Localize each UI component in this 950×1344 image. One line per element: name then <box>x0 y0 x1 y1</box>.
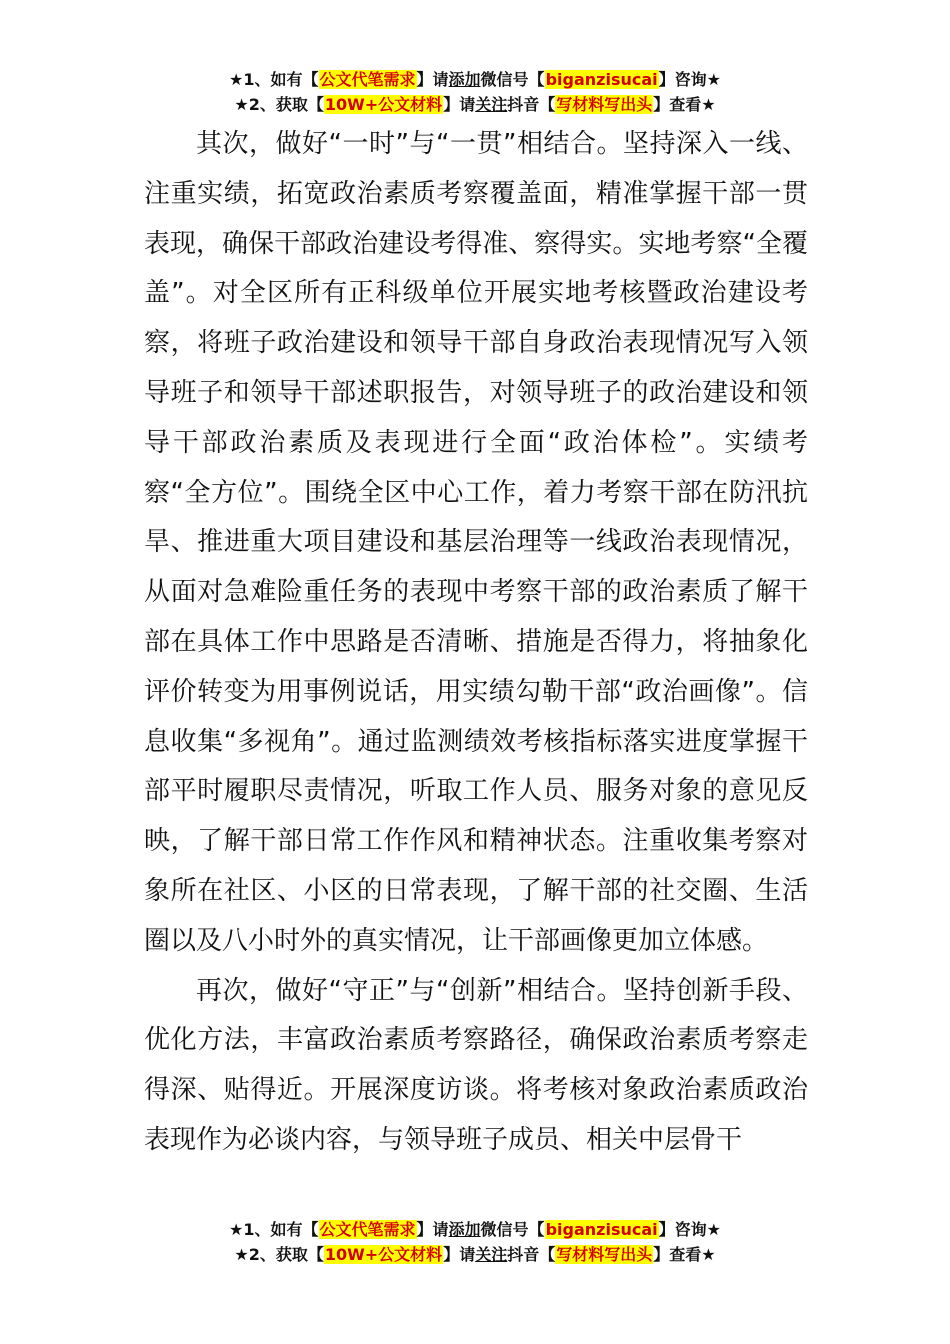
promo-text: ★1、如有【 <box>229 1220 319 1239</box>
promo-line-2 <box>0 93 950 118</box>
promo-highlight: 10W+公文材料 <box>324 1245 443 1264</box>
promo-highlight: biganzisucai <box>545 1220 658 1239</box>
promo-text: ★2、获取【 <box>234 95 324 114</box>
promo-text: 微信号【 <box>480 1220 545 1239</box>
footer-promo-banner <box>0 1218 950 1268</box>
promo-highlight: biganzisucai <box>545 70 658 89</box>
promo-text: 】请 <box>443 95 476 114</box>
promo-underline: 添加 <box>448 70 481 89</box>
document-body <box>144 120 808 1166</box>
promo-highlight: 公文代笔需求 <box>319 1220 416 1239</box>
promo-highlight: 写材料写出头 <box>556 1245 653 1264</box>
promo-text: 】咨询★ <box>658 70 721 89</box>
promo-underline: 关注 <box>475 1245 508 1264</box>
promo-text: ★1、如有【 <box>229 70 319 89</box>
promo-text: 抖音【 <box>507 1245 556 1264</box>
promo-text: 微信号【 <box>480 70 545 89</box>
header-promo-banner <box>0 68 950 118</box>
promo-text: 】请 <box>416 1220 449 1239</box>
promo-text: 】请 <box>416 70 449 89</box>
promo-highlight: 写材料写出头 <box>556 95 653 114</box>
promo-highlight: 10W+公文材料 <box>324 95 443 114</box>
promo-text: 】请 <box>443 1245 476 1264</box>
promo-highlight: 公文代笔需求 <box>319 70 416 89</box>
promo-line-2 <box>0 1243 950 1268</box>
promo-text: 】咨询★ <box>658 1220 721 1239</box>
promo-line-1 <box>0 1218 950 1243</box>
paragraph: 其次，做好“一时”与“一贯”相结合。坚持深入一线、注重实绩，拓宽政治素质考察覆盖面，精准掌握干部一贯表现，确保干部政治建设考得准、察得实。实地考察“全覆盖”。对全区所有正科级单位开展实地考核暨政治建设考察，将班子政治建设和领导干部自身政治表现情况写入领导班子和领导干部述职报告，对领导班子的政治建设和领导干部政治素质及表现进行全面“政治体检”。实绩考察“全方位”。围绕全区中心工作，着力考察干部在防汛抗旱、推进重大项目建设和基层治理等一线政治表现情况，从面对急难险重任务的表现中考察干部的政治素质了解干部在具体工作中思路是否清晰、措施是否得力，将抽象化评价转变为用事例说话，用实绩勾勒干部“政治画像”。信息收集“多视角”。通过监测绩效考核指标落实进度掌握干部平时履职尽责情况，听取工作人员、服务对象的意见反映，了解干部日常工作作风和精神状态。注重收集考察对象所在社区、小区的日常表现，了解干部的社交圈、生活圈以及八小时外的真实情况，让干部画像更加立体感。 <box>144 129 808 956</box>
promo-text: 】查看★ <box>653 95 716 114</box>
promo-line-1 <box>0 68 950 93</box>
promo-text: 抖音【 <box>507 95 556 114</box>
promo-text: ★2、获取【 <box>234 1245 324 1264</box>
promo-underline: 添加 <box>448 1220 481 1239</box>
paragraph: 再次，做好“守正”与“创新”相结合。坚持创新手段、优化方法，丰富政治素质考察路径，确保政治素质考察走得深、贴得近。开展深度访谈。将考核对象政治素质政治表现作为必谈内容，与领导班子成员、相关中层骨干 <box>144 975 808 1155</box>
promo-underline: 关注 <box>475 95 508 114</box>
promo-text: 】查看★ <box>653 1245 716 1264</box>
